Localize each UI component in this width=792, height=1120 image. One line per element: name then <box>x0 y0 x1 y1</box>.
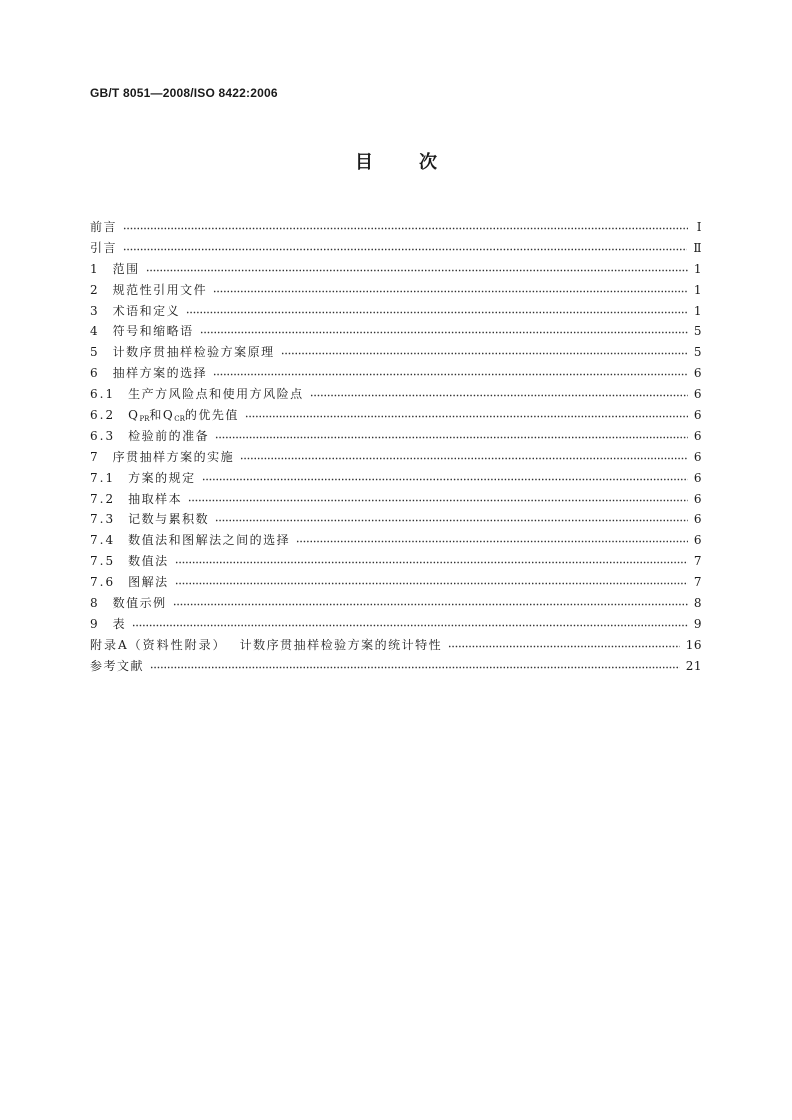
toc-entry-page-number: 6 <box>693 491 702 506</box>
toc-entry <box>90 363 702 384</box>
toc-entry-page-number: 6 <box>693 470 702 485</box>
toc-entry <box>90 342 702 363</box>
toc-entry-title: 术语和定义 <box>112 303 181 318</box>
toc-entry-page-number: 6 <box>693 512 702 527</box>
subscript-text: PR <box>139 415 150 424</box>
toc-entry <box>90 259 702 280</box>
toc-entry-title: 抽样方案的选择 <box>112 366 208 381</box>
toc-entry-number: 6.1 <box>90 387 116 402</box>
toc-leader-dots <box>175 582 688 585</box>
toc-entry <box>90 280 702 301</box>
toc-entry-page-number: 5 <box>693 324 702 339</box>
toc-entry-title: 检验前的准备 <box>128 428 210 443</box>
toc-entry-page-number: Ⅱ <box>693 240 702 255</box>
toc-leader-dots <box>215 436 688 439</box>
toc-leader-dots <box>123 248 687 251</box>
toc-leader-dots <box>175 561 688 564</box>
toc-entry-page-number: 21 <box>685 658 702 673</box>
toc-entry-number: 7.1 <box>90 470 116 485</box>
toc-entry <box>90 301 702 322</box>
toc-entry-page-number: 6 <box>693 428 702 443</box>
toc-entry-title: 数值法 <box>128 554 169 569</box>
toc-leader-dots <box>150 666 680 669</box>
toc-entry <box>90 635 702 656</box>
toc-entry-page-number: 6 <box>693 408 702 423</box>
toc-entry-title: 方案的规定 <box>128 470 196 485</box>
toc-entry-title: 参考文献 <box>90 658 145 673</box>
toc-entry-number: 8 <box>90 596 100 611</box>
toc-entry <box>90 217 702 238</box>
toc-entry-number: 6 <box>90 366 100 381</box>
toc-leader-dots <box>186 311 688 314</box>
toc-entry-page-number: 7 <box>693 554 702 569</box>
toc-entry-title: 计数序贯抽样检验方案原理 <box>112 345 275 360</box>
subscript-text: CR <box>174 415 185 424</box>
toc-leader-dots <box>200 331 688 334</box>
toc-entry-page-number: 1 <box>693 303 702 318</box>
toc-entry-title: 图解法 <box>128 575 169 590</box>
toc-entry-number: 7.4 <box>90 533 116 548</box>
toc-entry <box>90 447 702 468</box>
toc-entry-page-number: 6 <box>693 449 702 464</box>
toc-entry-number: 1 <box>90 261 100 276</box>
toc-entry-title: 数值示例 <box>112 596 167 611</box>
toc-entry-number: 7.3 <box>90 512 116 527</box>
toc-entry-title: 引言 <box>90 240 118 255</box>
toc-entry <box>90 384 702 405</box>
toc-entry-number: 7.5 <box>90 554 116 569</box>
toc-entry-title: 表 <box>112 616 127 631</box>
toc-entry-title: 前言 <box>90 220 118 234</box>
toc-leader-dots <box>310 394 688 397</box>
toc-leader-dots <box>123 227 688 230</box>
toc-entry-page-number: 6 <box>693 533 702 548</box>
toc-leader-dots <box>173 603 688 606</box>
toc-entry-page-number: 1 <box>693 282 702 297</box>
toc-entry-number: 4 <box>90 324 100 339</box>
toc-entry-title: 数值法和图解法之间的选择 <box>128 533 291 548</box>
toc-entry-page-number: 8 <box>693 596 702 611</box>
toc-entry <box>90 614 702 635</box>
toc-entry-page-number: 9 <box>693 616 702 631</box>
toc-leader-dots <box>188 499 688 502</box>
toc-entry-number: 9 <box>90 616 100 631</box>
title-text-segment: 的优先值 <box>184 408 239 423</box>
toc-entry <box>90 551 702 572</box>
toc-entry-page-number: 1 <box>693 261 702 276</box>
toc-entry-number: 3 <box>90 303 100 318</box>
toc-entry-page-number: 6 <box>693 366 702 381</box>
toc-entry-title: 序贯抽样方案的实施 <box>112 449 235 464</box>
toc-entry-title: 生产方风险点和使用方风险点 <box>128 387 304 402</box>
toc-entry <box>90 468 702 489</box>
toc-leader-dots <box>281 352 688 355</box>
page-title-text: 目次 <box>355 152 483 173</box>
toc-leader-dots <box>245 415 688 418</box>
toc-entry-number: 6.3 <box>90 428 116 443</box>
toc-leader-dots <box>296 540 688 543</box>
toc-entry <box>90 593 702 614</box>
toc-entry <box>90 572 702 593</box>
title-text-segment: 和Q <box>149 408 175 423</box>
toc-entry-title: 计数序贯抽样检验方案的统计特性 <box>239 637 443 652</box>
toc-entry-page-number: 6 <box>693 387 702 402</box>
toc-leader-dots <box>215 519 688 522</box>
toc-leader-dots <box>146 269 688 272</box>
toc-entry-title: 符号和缩略语 <box>112 324 194 339</box>
toc-entry <box>90 509 702 530</box>
standard-code-header: GB/T 8051—2008/ISO 8422:2006 <box>90 86 278 100</box>
toc-entry <box>90 405 702 426</box>
toc-entry-title: 规范性引用文件 <box>112 282 208 297</box>
toc-leader-dots <box>448 645 680 648</box>
toc-entry-number: 2 <box>90 282 100 297</box>
toc-entry-page-number: Ⅰ <box>696 220 702 234</box>
title-text-segment: Q <box>128 408 140 423</box>
toc-entry <box>90 426 702 447</box>
toc-entry <box>90 656 702 677</box>
toc-entry <box>90 321 702 342</box>
toc-entry-number: 5 <box>90 345 100 360</box>
toc-entry-title <box>128 405 239 426</box>
toc-entry-number: 7 <box>90 449 100 464</box>
toc-entry-number: 7.6 <box>90 575 116 590</box>
table-of-contents <box>90 217 702 677</box>
toc-entry-page-number: 5 <box>693 345 702 360</box>
toc-entry <box>90 238 702 259</box>
toc-leader-dots <box>202 478 688 481</box>
toc-entry-number: 6.2 <box>90 408 116 423</box>
page-title <box>0 150 792 176</box>
toc-entry-number: 7.2 <box>90 491 116 506</box>
toc-leader-dots <box>240 457 688 460</box>
toc-leader-dots <box>213 290 688 293</box>
toc-entry-page-number: 16 <box>685 637 702 652</box>
toc-entry-number: 附录A（资料性附录） <box>90 637 227 652</box>
toc-entry <box>90 489 702 510</box>
toc-entry-title: 抽取样本 <box>128 491 183 506</box>
toc-entry-title: 范围 <box>112 261 140 276</box>
toc-leader-dots <box>213 373 688 376</box>
toc-entry-page-number: 7 <box>693 575 702 590</box>
toc-entry <box>90 530 702 551</box>
toc-entry-title: 记数与累积数 <box>128 512 210 527</box>
toc-leader-dots <box>132 624 688 627</box>
